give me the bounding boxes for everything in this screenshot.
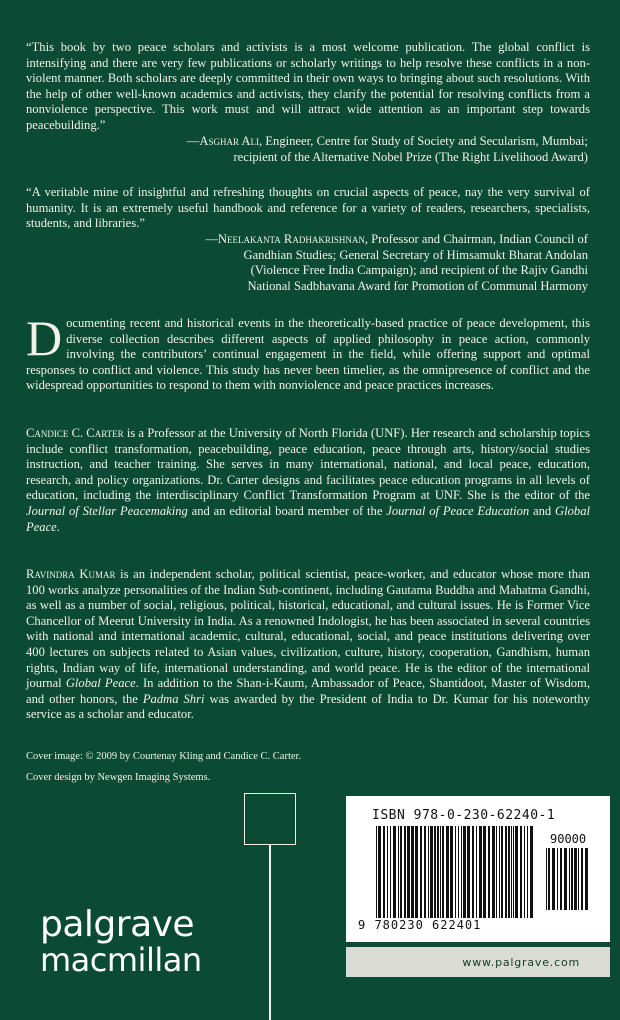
bio-kumar-text-1: is an independent scholar, political scientist, peace-worker, and educator whose more than 100 works analyze personalities of the Indian Sub-continent, including Gautama Buddha and Mahatma Gandhi, as well as a number of social, religious, political, historical, educational, and cultural issues. He is Former Vice Chancellor of Meerut University in India. As a renowned Indologist, he has been associated in several countries with national and international academic, cultural, educational, social, and peace institutions delivering over 400 lectures on subjects related to Asian values, civilization, culture, history, cooperation, Gandhism, human rights, Indian way of life, international understanding, and world peace. He is the editor of the international journal: [26, 567, 590, 691]
endorsement-attribution-1: [48, 134, 588, 165]
publisher-website[interactable]: [346, 947, 610, 977]
barcode-bars-icon: [376, 826, 536, 918]
publisher-logo-line2: macmillan: [40, 941, 202, 979]
endorser-name-1: Asghar Ali: [199, 134, 260, 148]
journal-title: Global Peace: [26, 503, 590, 534]
endorser-credit-2a: , Professor and Chairman, Indian Council of: [364, 232, 588, 246]
journal-title: Journal of Peace Education: [386, 503, 530, 518]
bio-carter-text-2: and an editorial board member of the: [187, 503, 387, 518]
endorsement-quote-1-text: “This book by two peace scholars and activists is a most welcome publication. The global conflict is intensifying and there are very few publications or scholarly writings to help resolve these conflicts in a non-violent manner. Both scholars are deeply committed in their own ways to bringing about such resolutions. With the help of other well-known academics and activists, they clarify the potential for resolving conflicts from a nonviolence perspective. This work must and will attract wide attention as an important step towards peacebuilding.”: [26, 40, 590, 132]
endorser-name-2: Neelakanta Radhakrishnan: [217, 232, 365, 246]
drop-cap: D: [26, 310, 63, 366]
website-label: www.palgrave.com: [462, 955, 580, 969]
endorsement-quote-1: [26, 40, 590, 134]
price-barcode-icon: [546, 848, 596, 910]
decorative-line: [269, 844, 271, 1020]
endorsement-attribution-2: [48, 232, 588, 294]
publisher-logo-line1: palgrave: [40, 904, 195, 945]
bio-carter-text-3: and: [529, 503, 556, 518]
endorsement-quote-2: [26, 185, 590, 232]
author-bio-carter: [26, 426, 590, 535]
author-bio-kumar: [26, 567, 590, 723]
price-code-label: 90000: [550, 832, 587, 846]
isbn-label: ISBN 978-0-230-62240-1: [372, 808, 556, 823]
decorative-square: [244, 793, 296, 845]
journal-title: Global Peace: [65, 676, 136, 691]
bio-kumar-text-2: . In addition to the Shan-i-Kaum, Ambassador of Peace, Shantidoot, Master of Wisdom, and other honors, the: [26, 676, 590, 706]
barcode-panel: [346, 796, 610, 942]
journal-title: Journal of Stellar Peacemaking: [26, 503, 188, 518]
bio-carter-text-4: .: [56, 519, 60, 534]
author-name-kumar: Ravindra Kumar: [26, 567, 116, 581]
book-description: [26, 310, 590, 394]
endorser-credit-1b: recipient of the Alternative Nobel Prize (The Right Livelihood Award): [233, 149, 588, 164]
endorsement-quote-2-text: “A veritable mine of insightful and refreshing thoughts on crucial aspects of peace, nay the very survival of humanity. It is an extremely useful handbook and reference for a variety of readers, researchers, specialists, students, and libraries.”: [26, 185, 590, 231]
bio-kumar-text-3: was awarded by the President of India to Dr. Kumar for his noteworthy service as a scholar and educator.: [26, 691, 590, 722]
cover-image-credit: Cover image: © 2009 by Courtenay Kling and Candice C. Carter.: [26, 751, 302, 762]
endorser-credit-2d: National Sadbhavana Award for Promotion of Communal Harmony: [247, 278, 588, 293]
barcode-digits: 9 780230 622401: [358, 918, 482, 932]
award-title: Padma Shri: [142, 691, 205, 706]
author-name-carter: Candice C. Carter: [26, 426, 124, 440]
cover-design-credit: Cover design by Newgen Imaging Systems.: [26, 772, 211, 783]
endorser-credit-2c: (Violence Free India Campaign); and recipient of the Rajiv Gandhi: [250, 263, 588, 278]
endorser-credit-1a: , Engineer, Centre for Study of Society and Secularism, Mumbai;: [259, 134, 588, 148]
attribution-dash: —: [205, 232, 218, 246]
attribution-dash: —: [186, 134, 200, 148]
book-description-text: ocumenting recent and historical events in the theoretically-based practice of peace development, this diverse collection describes different aspects of applied philosophy in peace action, commonly involving the contributors’ continual engagement in the field, while offering support and optimal responses to conflict and violence. This study has never been timelier, as the omnipresence of conflict and the widespread opportunities to respond to them with nonviolence and peace practices increases.: [26, 316, 590, 393]
bio-carter-text-1: is a Professor at the University of North Florida (UNF). Her research and scholarship topics include conflict transformation, peacebuilding, peace education, peace through arts, history/social studies instruction, and teacher training. She serves in many international, national, and local peace, education, research, and policy organizations. Dr. Carter designs and facilitates peace education programs in all levels of education, including the interdisciplinary Conflict Transformation Program at UNF. She is the editor of the: [26, 426, 590, 503]
endorser-credit-2b: Gandhian Studies; General Secretary of Himsamukt Bharat Andolan: [243, 247, 588, 262]
